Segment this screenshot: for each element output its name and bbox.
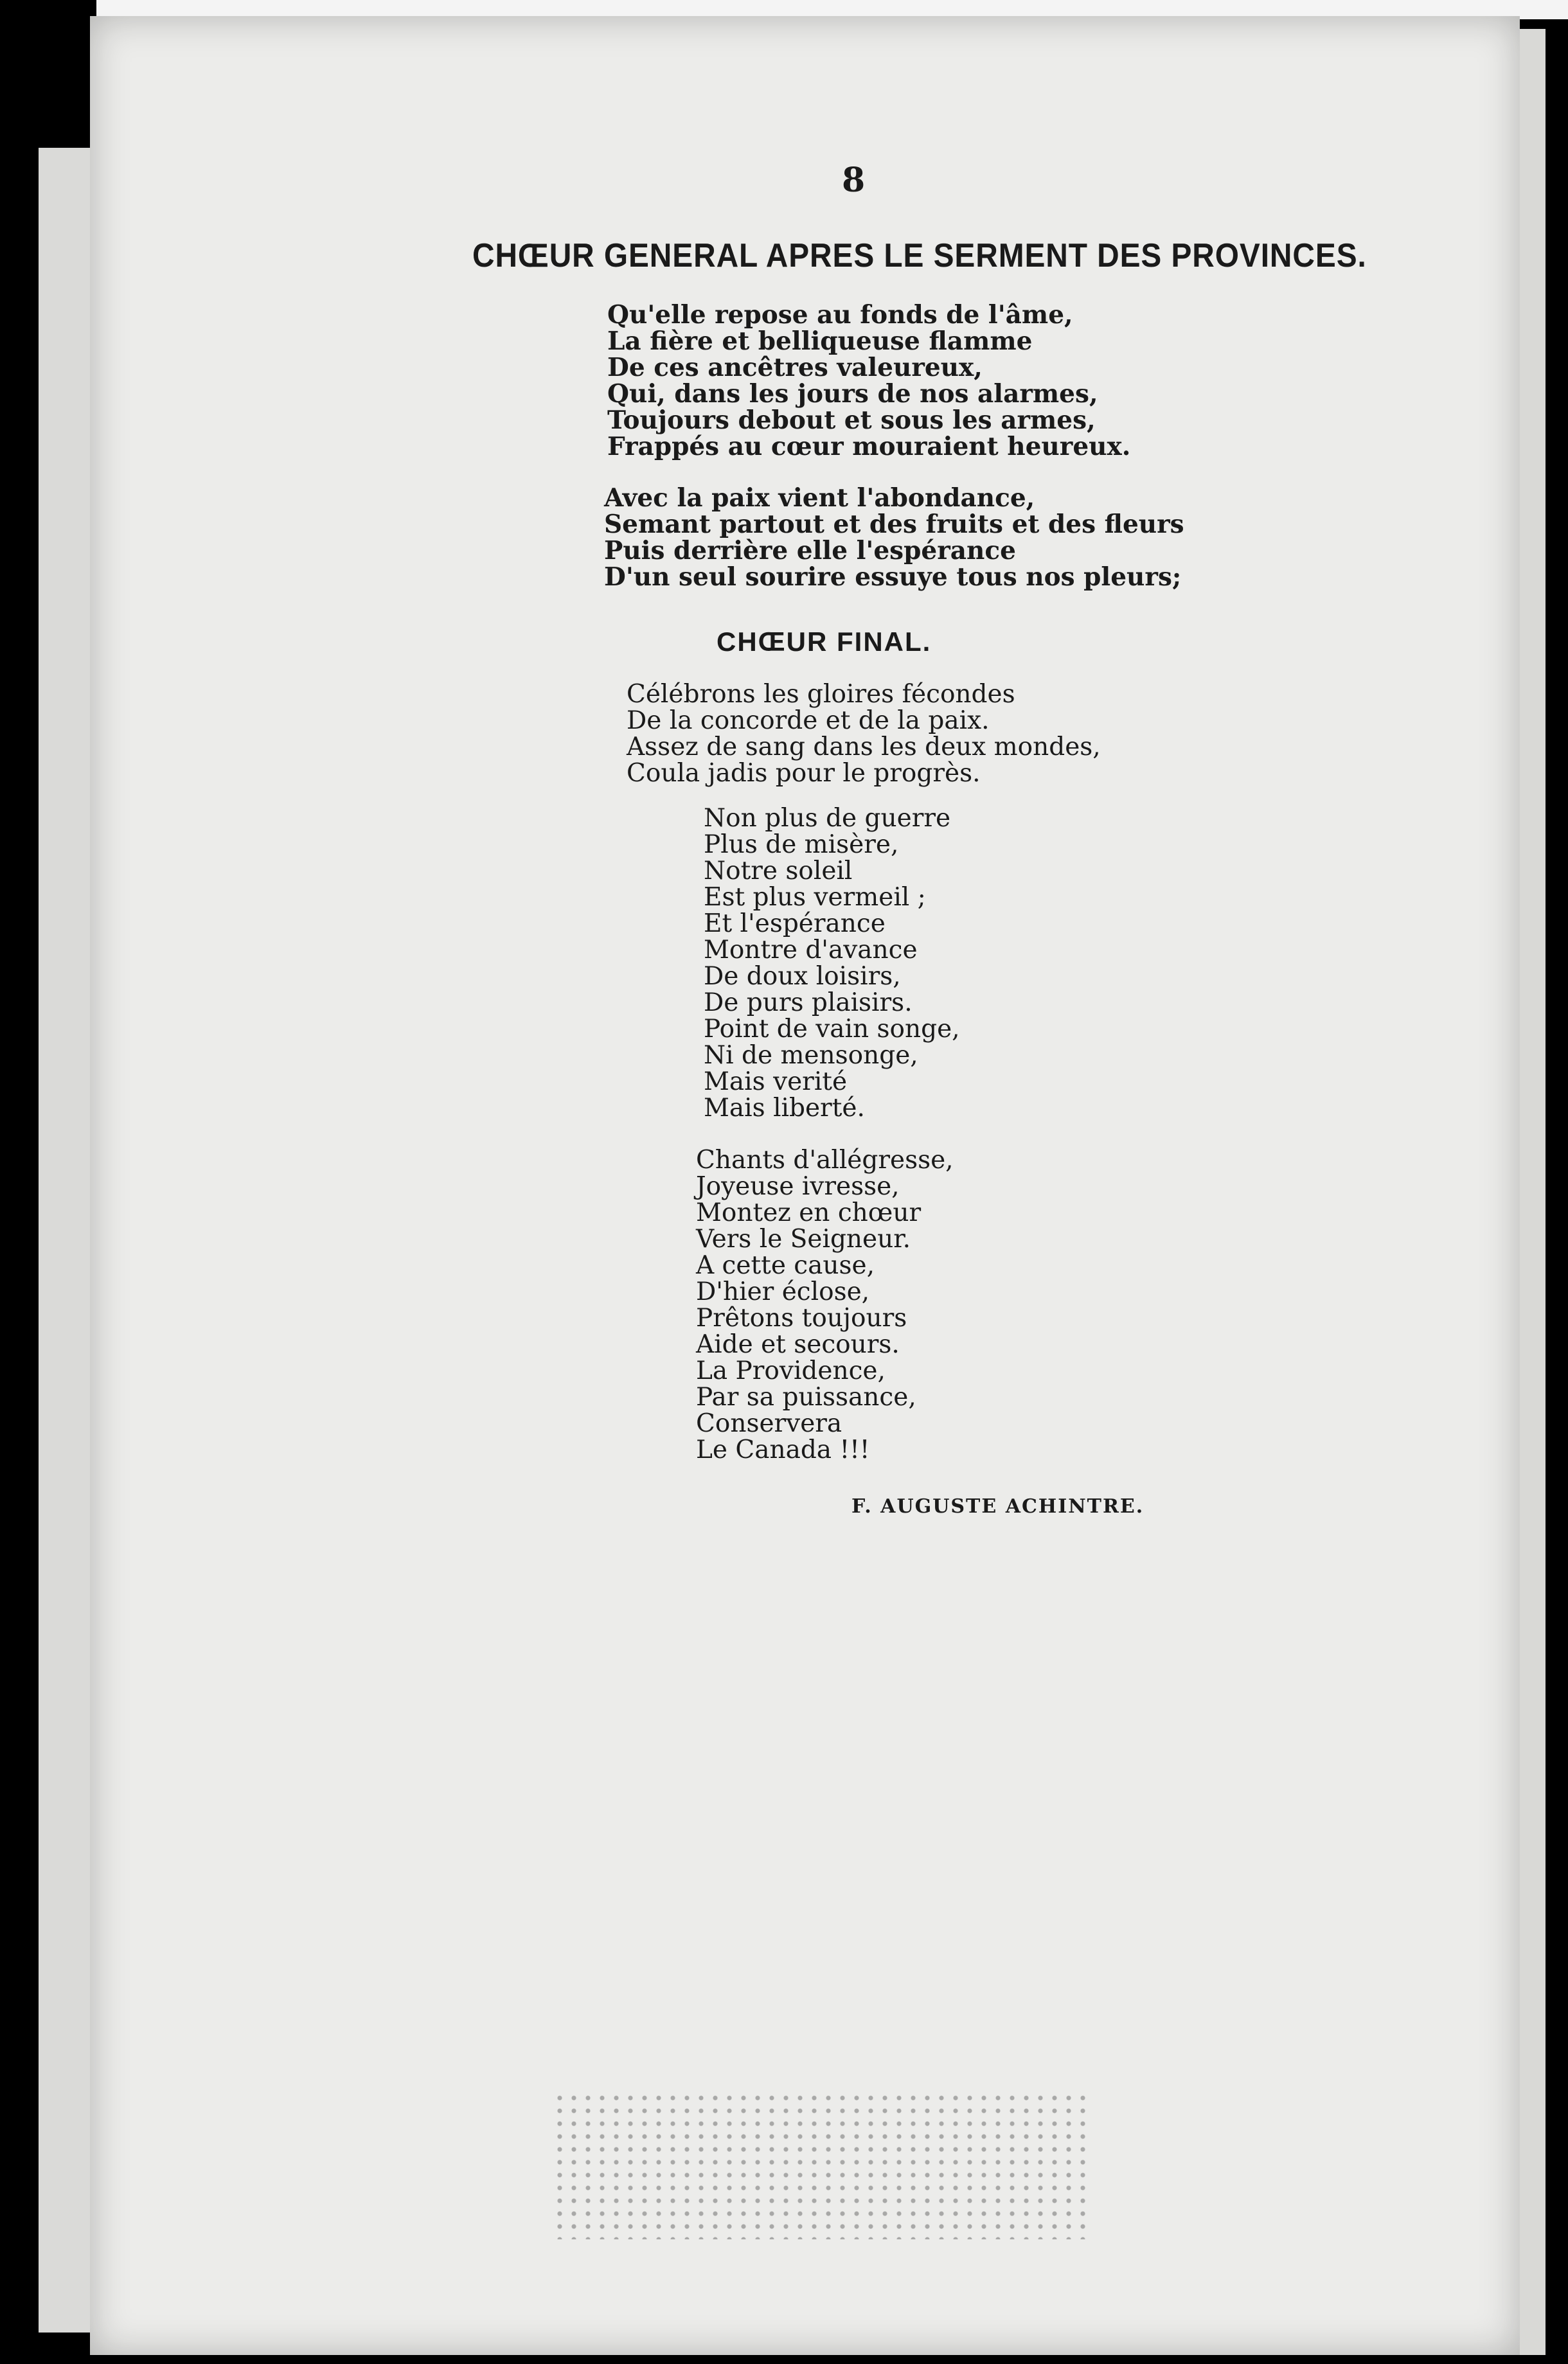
verse-line: Frappés au cœur mouraient heureux. — [607, 432, 1131, 461]
verse-line: Vers le Seigneur. — [696, 1225, 911, 1254]
verse-line: Semant partout et des fruits et des fleurs — [604, 510, 1184, 539]
verse-line: Point de vain songe, — [704, 1015, 960, 1044]
verse-line: Non plus de guerre — [704, 804, 951, 833]
verse-line: Le Canada !!! — [696, 1435, 870, 1464]
stanza-4 — [704, 805, 960, 1121]
perforation-stamp — [553, 2092, 1092, 2239]
verse-line: Et l'espérance — [704, 909, 886, 938]
verse-line: Joyeuse ivresse, — [696, 1172, 900, 1201]
verse-line: Puis derrière elle l'espérance — [604, 536, 1016, 565]
verse-line: De ces ancêtres valeureux, — [607, 353, 983, 382]
verse-line: Célébrons les gloires fécondes — [627, 680, 1015, 709]
verse-line: De la concorde et de la paix. — [627, 706, 990, 735]
stanza-3 — [627, 681, 1101, 787]
verse-line: Par sa puissance, — [696, 1383, 916, 1412]
verse-line: Plus de misère, — [704, 830, 899, 859]
bleed-through-text-2 — [617, 1786, 623, 1817]
verse-line: Aide et secours. — [696, 1330, 900, 1359]
stanza-5 — [696, 1147, 954, 1463]
verse-line: D'un seul sourire essuye tous nos pleurs; — [604, 562, 1182, 592]
verse-line: Qui, dans les jours de nos alarmes, — [607, 379, 1098, 409]
final-chorus-heading: CHŒUR FINAL. — [717, 627, 932, 657]
bleed-through-text — [495, 842, 503, 877]
author-signature: F. AUGUSTE ACHINTRE. — [851, 1495, 1145, 1518]
verse-line: Avec la paix vient l'abondance, — [604, 483, 1035, 513]
verse-line: Conservera — [696, 1409, 842, 1438]
verse-line: De purs plaisirs. — [704, 988, 913, 1017]
page-edge — [1520, 29, 1546, 2355]
scan-left-strip — [39, 148, 93, 2333]
verse-line: Ni de mensonge, — [704, 1041, 918, 1070]
verse-line: Chants d'allégresse, — [696, 1146, 954, 1175]
verse-line: De doux loisirs, — [704, 962, 901, 991]
verse-line: D'hier éclose, — [696, 1277, 870, 1306]
verse-line: La Providence, — [696, 1356, 886, 1385]
verse-line: Qu'elle repose au fonds de l'âme, — [607, 300, 1073, 330]
verse-line: A cette cause, — [696, 1251, 875, 1280]
stanza-2 — [604, 485, 1184, 591]
verse-line: Notre soleil — [704, 857, 853, 885]
verse-line: Coula jadis pour le progrès. — [627, 759, 981, 788]
verse-line: Mais verité — [704, 1067, 848, 1096]
page-number: 8 — [842, 161, 866, 200]
verse-line: Prêtons toujours — [696, 1304, 907, 1333]
verse-line: Mais liberté. — [704, 1094, 865, 1123]
section-heading: CHŒUR GENERAL APRES LE SERMENT DES PROVINCES. — [472, 237, 1367, 274]
verse-line: Montre d'avance — [704, 936, 918, 964]
verse-line: Assez de sang dans les deux mondes, — [627, 733, 1101, 761]
verse-line: Est plus vermeil ; — [704, 883, 926, 912]
verse-line: Toujours debout et sous les armes, — [607, 405, 1096, 435]
stanza-1 — [607, 302, 1130, 460]
verse-line: Montez en chœur — [696, 1198, 922, 1227]
verse-line: La fière et belliqueuse flamme — [607, 326, 1033, 356]
